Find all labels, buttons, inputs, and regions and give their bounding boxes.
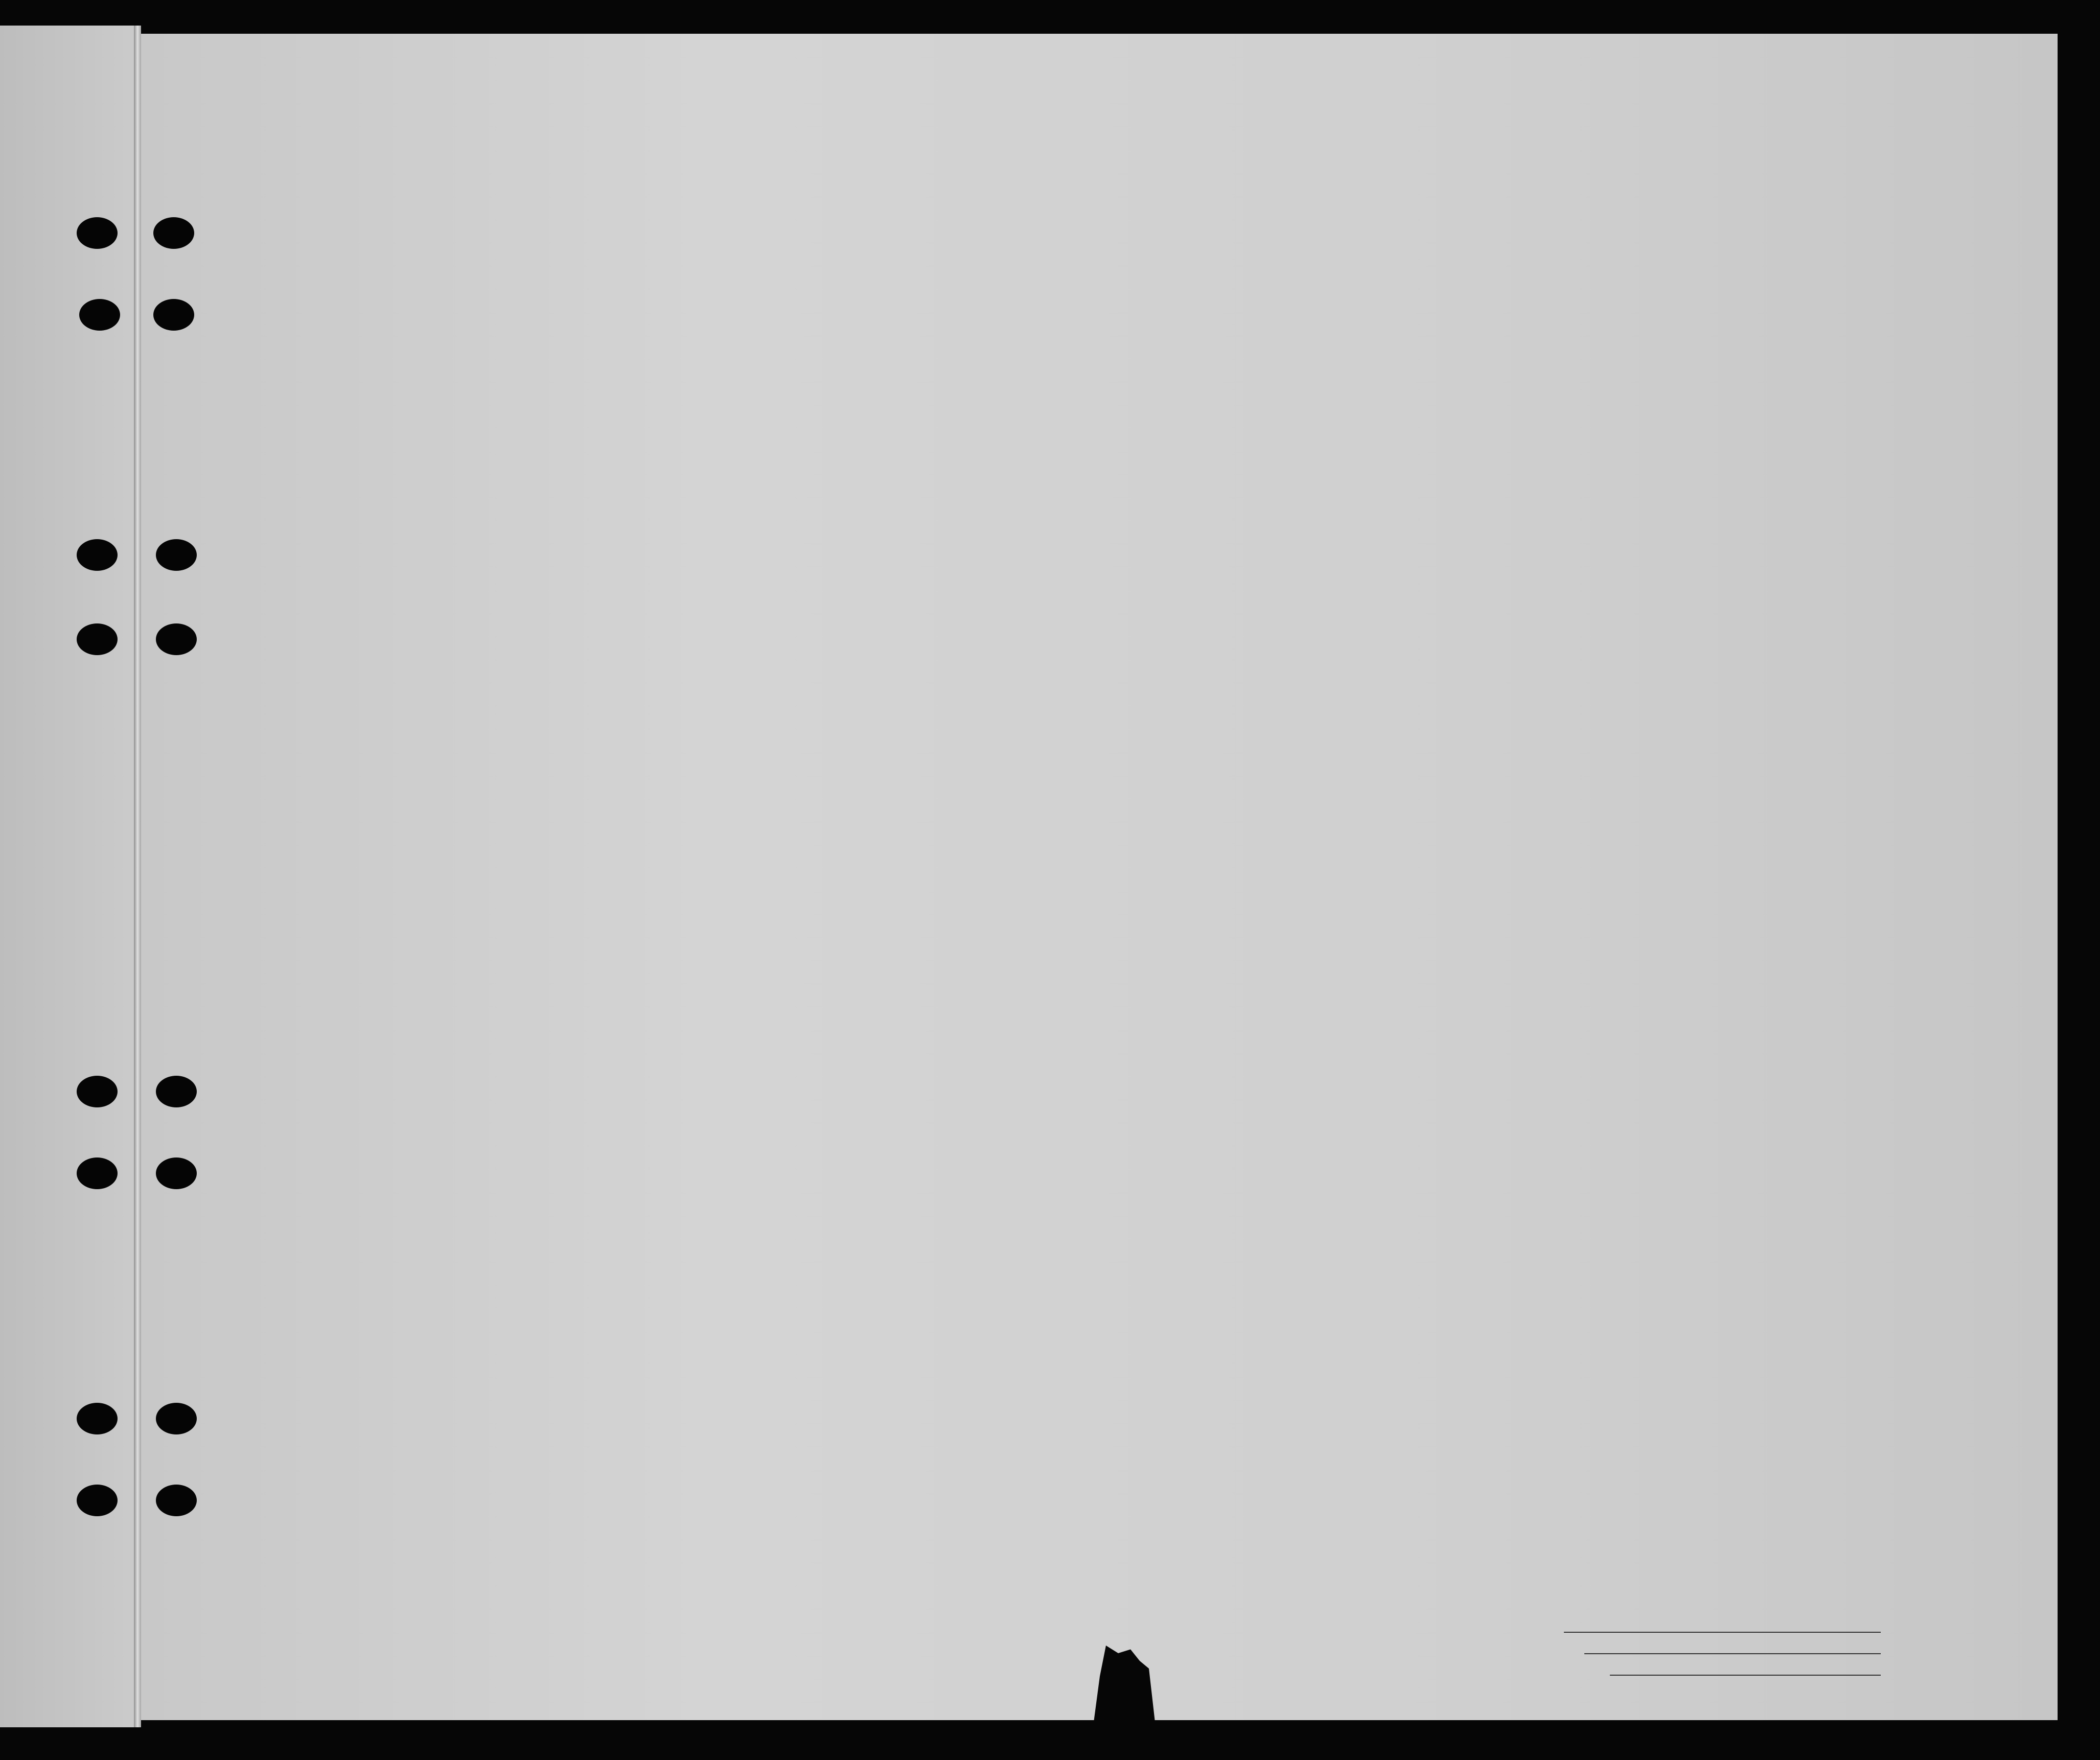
binder-hole xyxy=(156,1076,197,1107)
owners-rule xyxy=(1584,1653,1881,1654)
binder-hole xyxy=(77,217,118,249)
binder-hole xyxy=(153,299,194,331)
binder-hole xyxy=(156,1485,197,1516)
binder-hole xyxy=(153,217,194,249)
binder-hole xyxy=(77,1403,118,1434)
binder-hole xyxy=(77,1485,118,1516)
binder-hole xyxy=(156,1157,197,1189)
binder-hole xyxy=(77,623,118,655)
agents-rule xyxy=(1610,1675,1881,1676)
binder-hole xyxy=(156,539,197,571)
binder-hole xyxy=(79,299,120,331)
binder-hole xyxy=(77,539,118,571)
binder-hole xyxy=(77,1076,118,1107)
binder-hole xyxy=(77,1157,118,1189)
line-rule xyxy=(1564,1632,1881,1633)
binder-hole xyxy=(156,623,197,655)
binder-hole xyxy=(156,1403,197,1434)
